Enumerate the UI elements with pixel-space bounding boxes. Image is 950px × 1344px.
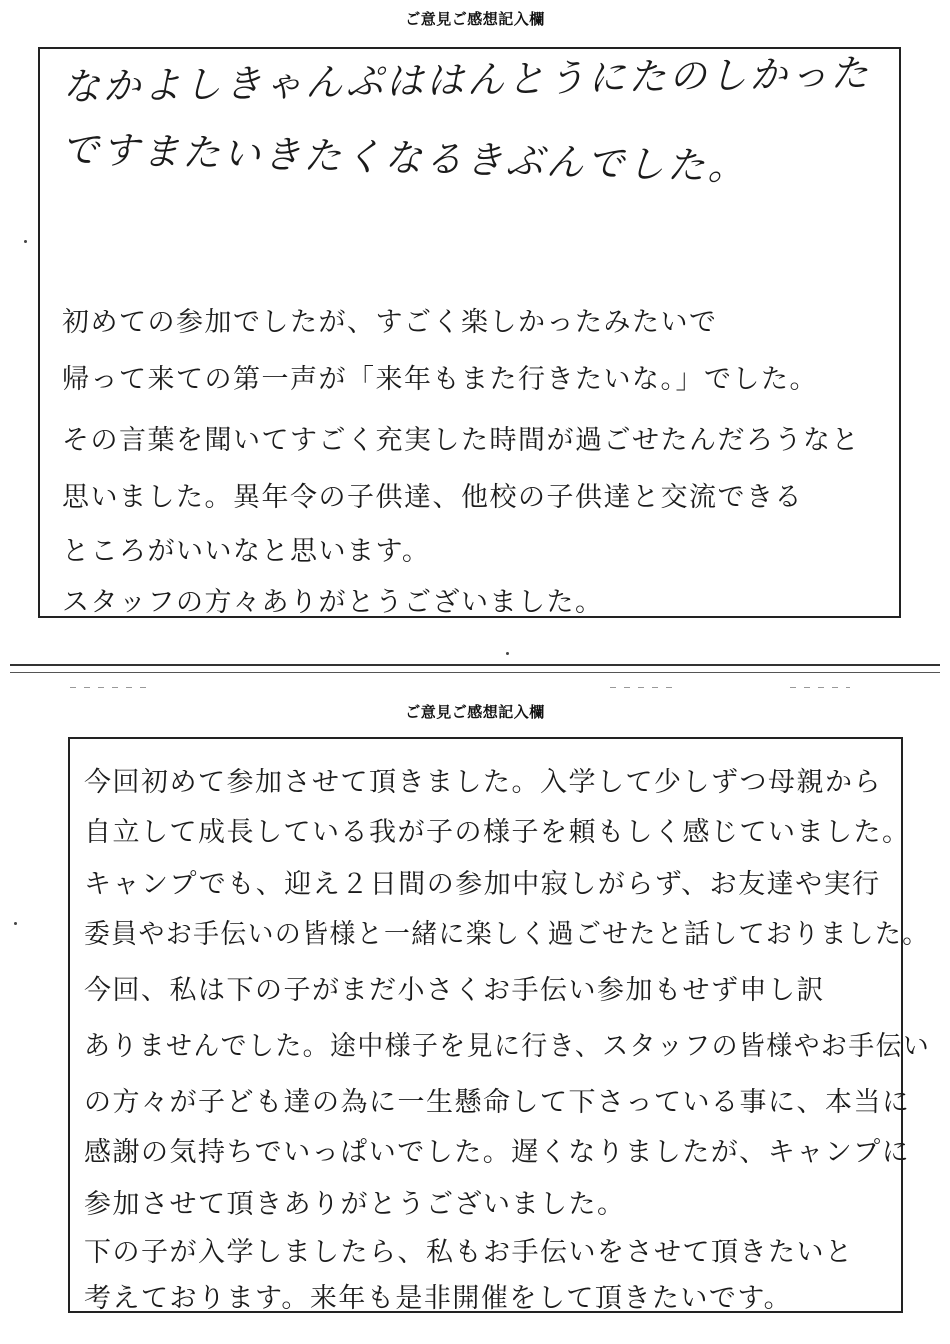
scan-speck [14,922,17,925]
form1-line-8: スタッフの方々ありがとうございました。 [62,587,604,618]
form-separator-thin [10,672,940,673]
scan-speck [24,240,27,243]
form1-line-7: ところがいいなと思います。 [62,536,431,567]
form2-line-2: 自立して成長している我が子の様子を頼もしく感じていました。 [84,817,911,848]
form2-heading: ご意見ご感想記入欄 [405,703,545,721]
form2-line-5: 今回、私は下の子がまだ小さくお手伝い参加もせず申し訳 [84,975,825,1006]
form1-line-5: その言葉を聞いてすごく充実した時間が過ごせたんだろうなと [62,425,860,456]
form2-line-6: ありませんでした。途中様子を見に行き、スタッフの皆様やお手伝い [84,1031,931,1062]
form2-line-1: 今回初めて参加させて頂きました。入学して少しずつ母親から [84,767,882,798]
scan-artifact [610,687,680,688]
form2-line-9: 参加させて頂きありがとうございました。 [84,1189,626,1220]
form1-line-4: 帰って来ての第一声が「来年もまた行きたいな。」でした。 [62,364,818,395]
scan-artifact [70,687,150,688]
form1-line-3: 初めての参加でしたが、すごく楽しかったみたいで [62,307,718,338]
form2-line-8: 感謝の気持ちでいっぱいでした。遅くなりましたが、キャンプに [84,1137,911,1168]
form2-line-4: 委員やお手伝いの皆様と一緒に楽しく過ごせたと話しておりました。 [84,919,930,950]
form2-line-3: キャンプでも、迎え２日間の参加中寂しがらず、お友達や実行 [84,869,881,900]
scan-speck [506,652,509,655]
form2-line-11: 考えております。来年も是非開催をして頂きたいです。 [84,1283,793,1314]
form2-line-7: の方々が子ども達の為に一生懸命して下さっている事に、本当に [84,1087,911,1118]
scan-artifact [790,687,850,688]
form1-line-2: ですまたいきたくなるきぶんでした。 [60,126,749,189]
form1-line-6: 思いました。異年令の子供達、他校の子供達と交流できる [62,482,803,513]
form2-line-10: 下の子が入学しましたら、私もお手伝いをさせて頂きたいと [84,1237,854,1268]
form-separator [10,664,940,666]
form1-heading: ご意見ご感想記入欄 [405,10,545,28]
form1-line-1: なかよしきゃんぷははんとうにたのしかった [62,50,872,109]
